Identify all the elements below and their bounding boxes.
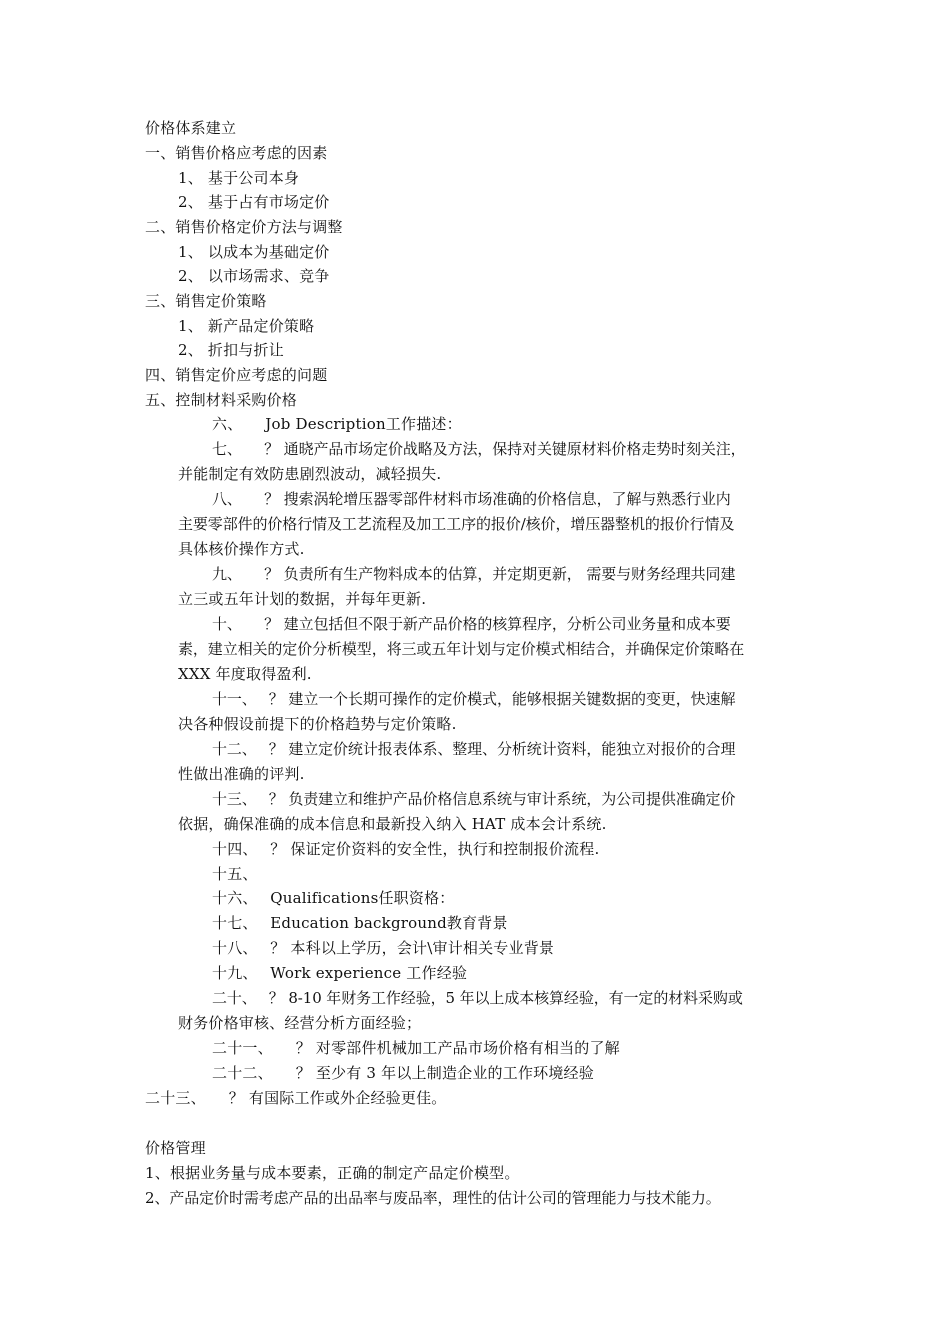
price-management-item-1: 1、根据业务量与成本要素，正确的制定产品定价模型。 [145,1164,520,1182]
item-13-line-2: 依据，确保准确的成本信息和最新投入纳入 HAT 成本会计系统. [178,815,607,833]
item-15: 十五、 [212,865,258,883]
price-management-item-2: 2、产品定价时需考虑产品的出品率与废品率，理性的估计公司的管理能力与技术能力。 [145,1189,721,1207]
item-9-line-1: 九、 ？ 负责所有生产物料成本的估算，并定期更新， 需要与财务经理共同建 [212,565,736,583]
section-2-item-2: 2、 以市场需求、竞争 [178,267,330,285]
section-1-heading: 一、销售价格应考虑的因素 [145,144,328,162]
section-3-item-1: 1、 新产品定价策略 [178,317,315,335]
section-3-heading: 三、销售定价策略 [145,292,267,310]
item-11-line-2: 决各种假设前提下的价格趋势与定价策略. [178,715,457,733]
item-10-line-1: 十、 ？ 建立包括但不限于新产品价格的核算程序，分析公司业务量和成本要 [212,615,731,633]
item-12-line-2: 性做出准确的评判. [178,765,305,783]
item-17: 十七、 Education background教育背景 [212,914,508,932]
item-20-line-1: 二十、 ？ 8-10 年财务工作经验，5 年以上成本核算经验，有一定的材料采购或 [212,989,743,1007]
item-18: 十八、 ？ 本科以上学历，会计\审计相关专业背景 [212,939,555,957]
price-management-title: 价格管理 [145,1139,206,1157]
doc-title: 价格体系建立 [145,119,237,137]
item-21: 二十一、 ？ 对零部件机械加工产品市场价格有相当的了解 [212,1039,620,1057]
item-7-line-2: 并能制定有效防患剧烈波动，减轻损失. [178,465,442,483]
section-1-item-1: 1、 基于公司本身 [178,169,300,187]
section-2-item-1: 1、 以成本为基础定价 [178,243,330,261]
item-8-line-3: 具体核价操作方式. [178,540,305,558]
item-10-line-2: 素，建立相关的定价分析模型，将三或五年计划与定价模式相结合，并确保定价策略在 [178,640,745,658]
section-3-item-2: 2、 折扣与折让 [178,341,284,359]
section-1-item-2: 2、 基于占有市场定价 [178,193,330,211]
item-12-line-1: 十二、 ？ 建立定价统计报表体系、整理、分析统计资料，能独立对报价的合理 [212,740,736,758]
item-19: 十九、 Work experience 工作经验 [212,964,468,982]
section-2-heading: 二、销售价格定价方法与调整 [145,218,343,236]
item-6: 六、 Job Description工作描述： [212,415,462,433]
item-10-line-3: XXX 年度取得盈利. [178,665,312,683]
section-4-heading: 四、销售定价应考虑的问题 [145,366,328,384]
item-22: 二十二、 ？ 至少有 3 年以上制造企业的工作环境经验 [212,1064,594,1082]
item-20-line-2: 财务价格审核、经营分析方面经验； [178,1014,422,1032]
item-13-line-1: 十三、 ？ 负责建立和维护产品价格信息系统与审计系统，为公司提供准确定价 [212,790,736,808]
item-9-line-2: 立三或五年计划的数据，并每年更新. [178,590,427,608]
item-23: 二十三、 ？ 有国际工作或外企经验更佳。 [145,1089,447,1107]
item-8-line-2: 主要零部件的价格行情及工艺流程及加工工序的报价/核价，增压器整机的报价行情及 [178,515,735,533]
item-14: 十四、 ？ 保证定价资料的安全性，执行和控制报价流程. [212,840,600,858]
item-7-line-1: 七、 ？ 通晓产品市场定价战略及方法，保持对关键原材料价格走势时刻关注， [212,440,746,458]
item-11-line-1: 十一、 ？ 建立一个长期可操作的定价模式，能够根据关键数据的变更，快速解 [212,690,736,708]
item-16: 十六、 Qualifications任职资格： [212,889,455,907]
item-8-line-1: 八、 ？ 搜索涡轮增压器零部件材料市场准确的价格信息，了解与熟悉行业内 [212,490,731,508]
section-5-heading: 五、控制材料采购价格 [145,391,298,409]
